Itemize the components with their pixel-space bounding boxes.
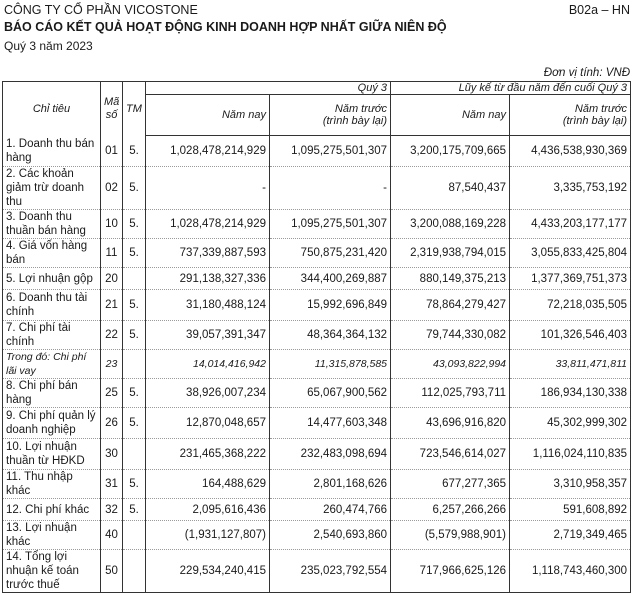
row-note: 5. [123, 499, 146, 521]
row-note [123, 521, 146, 550]
table-row [3, 499, 631, 521]
quarter-this-year-value: 229,534,240,415 [146, 550, 270, 593]
row-note: 5. [123, 136, 146, 167]
currency-unit: Đơn vị tính: VNĐ [543, 67, 630, 79]
ytd-this-year-value: (5,579,988,901) [391, 521, 510, 550]
row-item-name: 7. Chi phí tài chính [3, 321, 101, 350]
column-group-ytd: Lũy kế từ đầu năm đến cuối Quý 3 [391, 82, 631, 95]
table-row [3, 521, 631, 550]
ytd-this-year-value: 2,319,938,794,015 [391, 239, 510, 268]
ytd-prior-year-value: 2,719,349,465 [510, 521, 631, 550]
company-name: CÔNG TY CỔ PHẦN VICOSTONE [4, 3, 198, 17]
report-period: Quý 3 năm 2023 [4, 39, 93, 53]
restated-label: (trình bày lại) [322, 115, 388, 127]
column-group-quarter: Quý 3 [146, 82, 391, 95]
row-code: 26 [101, 408, 123, 439]
row-note [123, 268, 146, 290]
table-row [3, 379, 631, 408]
quarter-prior-year-value: 48,364,364,132 [270, 321, 391, 350]
quarter-prior-year-value: 235,023,792,554 [270, 550, 391, 593]
row-item-name: 11. Thu nhập khác [3, 470, 101, 499]
quarter-prior-year-value: 1,095,275,501,307 [270, 136, 391, 167]
row-item-name: 3. Doanh thu thuần bán hàng [3, 210, 101, 239]
row-code: 11 [101, 239, 123, 268]
row-item-name: 13. Lợi nhuận khác [3, 521, 101, 550]
restated-label: (trình bày lại) [562, 115, 628, 127]
quarter-prior-year-value: 750,875,231,420 [270, 239, 391, 268]
column-header-code-line1: Mã [104, 95, 120, 108]
row-code: 20 [101, 268, 123, 290]
ytd-this-year-value: 723,546,614,027 [391, 439, 510, 470]
ytd-prior-year-value: 186,934,130,338 [510, 379, 631, 408]
table-row [3, 408, 631, 439]
quarter-prior-year-value: 65,067,900,562 [270, 379, 391, 408]
quarter-this-year-value: 14,014,416,942 [146, 350, 270, 379]
row-item-name: 14. Tổng lợi nhuận kế toán trước thuế [3, 550, 101, 593]
table-row [3, 136, 631, 167]
prior-year-label: Năm trước [334, 103, 388, 115]
row-note: 5. [123, 239, 146, 268]
ytd-prior-year-value: 591,608,892 [510, 499, 631, 521]
row-note: 5. [123, 210, 146, 239]
row-note [123, 550, 146, 593]
quarter-prior-year-value: 14,477,603,348 [270, 408, 391, 439]
ytd-this-year-value: 677,277,365 [391, 470, 510, 499]
quarter-this-year-value: 2,095,616,436 [146, 499, 270, 521]
ytd-prior-year-value: 1,116,024,110,835 [510, 439, 631, 470]
table-row [3, 239, 631, 268]
quarter-this-year-value: 164,488,629 [146, 470, 270, 499]
row-item-name: 10. Lợi nhuận thuần từ HĐKD [3, 439, 101, 470]
ytd-prior-year-value: 3,335,753,192 [510, 167, 631, 210]
ytd-this-year-value: 6,257,266,266 [391, 499, 510, 521]
table-body [3, 136, 631, 593]
column-header-quarter-prior-year [270, 95, 391, 136]
row-item-name: 1. Doanh thu bán hàng [3, 136, 101, 167]
ytd-prior-year-value: 45,302,999,302 [510, 408, 631, 439]
quarter-prior-year-value: 11,315,878,585 [270, 350, 391, 379]
row-code: 22 [101, 321, 123, 350]
ytd-this-year-value: 43,696,916,820 [391, 408, 510, 439]
column-header-quarter-this-year: Năm nay [146, 95, 270, 136]
row-item-name: 12. Chi phí khác [3, 499, 101, 521]
ytd-prior-year-value: 3,055,833,425,804 [510, 239, 631, 268]
row-item-name: Trong đó: Chi phí lãi vay [3, 350, 101, 379]
ytd-prior-year-value: 33,811,471,811 [510, 350, 631, 379]
ytd-this-year-value: 112,025,793,711 [391, 379, 510, 408]
column-header-code-line2: số [105, 108, 118, 121]
quarter-prior-year-value: - [270, 167, 391, 210]
ytd-this-year-value: 3,200,088,169,228 [391, 210, 510, 239]
row-item-name: 6. Doanh thu tài chính [3, 290, 101, 321]
row-item-name: 4. Giá vốn hàng bán [3, 239, 101, 268]
row-note: 5. [123, 290, 146, 321]
quarter-this-year-value: 1,028,478,214,929 [146, 136, 270, 167]
table-row [3, 470, 631, 499]
ytd-prior-year-value: 101,326,546,403 [510, 321, 631, 350]
table-row [3, 268, 631, 290]
row-code: 23 [101, 350, 123, 379]
row-item-name: 9. Chi phí quản lý doanh nghiệp [3, 408, 101, 439]
quarter-this-year-value: 737,339,887,593 [146, 239, 270, 268]
quarter-this-year-value: 38,926,007,234 [146, 379, 270, 408]
row-note: 5. [123, 167, 146, 210]
ytd-prior-year-value: 3,310,958,357 [510, 470, 631, 499]
form-code: B02a – HN [568, 3, 630, 17]
row-code: 10 [101, 210, 123, 239]
ytd-this-year-value: 79,744,330,082 [391, 321, 510, 350]
table-row [3, 167, 631, 210]
quarter-prior-year-value: 2,540,693,860 [270, 521, 391, 550]
quarter-this-year-value: - [146, 167, 270, 210]
report-title: BÁO CÁO KẾT QUẢ HOẠT ĐỘNG KINH DOANH HỢP NHẤT GIỮA NIÊN ĐỘ [4, 20, 447, 34]
ytd-this-year-value: 717,966,625,126 [391, 550, 510, 593]
table-row [3, 439, 631, 470]
column-header-ytd-this-year: Năm nay [391, 95, 510, 136]
quarter-prior-year-value: 15,992,696,849 [270, 290, 391, 321]
table-row [3, 210, 631, 239]
ytd-this-year-value: 3,200,175,709,665 [391, 136, 510, 167]
row-code: 25 [101, 379, 123, 408]
table-row [3, 321, 631, 350]
row-code: 40 [101, 521, 123, 550]
row-note [123, 350, 146, 379]
quarter-prior-year-value: 260,474,766 [270, 499, 391, 521]
ytd-prior-year-value: 1,377,369,751,373 [510, 268, 631, 290]
row-code: 31 [101, 470, 123, 499]
row-item-name: 2. Các khoản giảm trừ doanh thu [3, 167, 101, 210]
ytd-prior-year-value: 4,433,203,177,177 [510, 210, 631, 239]
column-header-note: TM [123, 82, 146, 136]
quarter-this-year-value: 1,028,478,214,929 [146, 210, 270, 239]
quarter-this-year-value: 231,465,368,222 [146, 439, 270, 470]
table-row [3, 290, 631, 321]
ytd-this-year-value: 78,864,279,427 [391, 290, 510, 321]
ytd-prior-year-value: 1,118,743,460,300 [510, 550, 631, 593]
row-note [123, 439, 146, 470]
prior-year-label: Năm trước [574, 103, 628, 115]
row-item-name: 5. Lợi nhuận gộp [3, 268, 101, 290]
row-note: 5. [123, 408, 146, 439]
row-code: 30 [101, 439, 123, 470]
ytd-prior-year-value: 72,218,035,505 [510, 290, 631, 321]
table-row [3, 550, 631, 593]
table-row [3, 350, 631, 379]
row-note: 5. [123, 379, 146, 408]
quarter-this-year-value: 39,057,391,347 [146, 321, 270, 350]
quarter-prior-year-value: 344,400,269,887 [270, 268, 391, 290]
row-code: 32 [101, 499, 123, 521]
column-header-item: Chỉ tiêu [3, 82, 101, 136]
row-code: 21 [101, 290, 123, 321]
quarter-prior-year-value: 232,483,098,694 [270, 439, 391, 470]
quarter-this-year-value: (1,931,127,807) [146, 521, 270, 550]
quarter-prior-year-value: 1,095,275,501,307 [270, 210, 391, 239]
quarter-this-year-value: 291,138,327,336 [146, 268, 270, 290]
row-note: 5. [123, 321, 146, 350]
ytd-prior-year-value: 4,436,538,930,369 [510, 136, 631, 167]
column-header-ytd-prior-year [510, 95, 631, 136]
ytd-this-year-value: 87,540,437 [391, 167, 510, 210]
header-row-groups [3, 82, 631, 95]
quarter-this-year-value: 12,870,048,657 [146, 408, 270, 439]
quarter-prior-year-value: 2,801,168,626 [270, 470, 391, 499]
column-header-code [101, 82, 123, 136]
ytd-this-year-value: 43,093,822,994 [391, 350, 510, 379]
row-code: 01 [101, 136, 123, 167]
row-note: 5. [123, 470, 146, 499]
row-code: 02 [101, 167, 123, 210]
income-statement-table [2, 81, 631, 593]
row-item-name: 8. Chi phí bán hàng [3, 379, 101, 408]
ytd-this-year-value: 880,149,375,213 [391, 268, 510, 290]
row-code: 50 [101, 550, 123, 593]
quarter-this-year-value: 31,180,488,124 [146, 290, 270, 321]
